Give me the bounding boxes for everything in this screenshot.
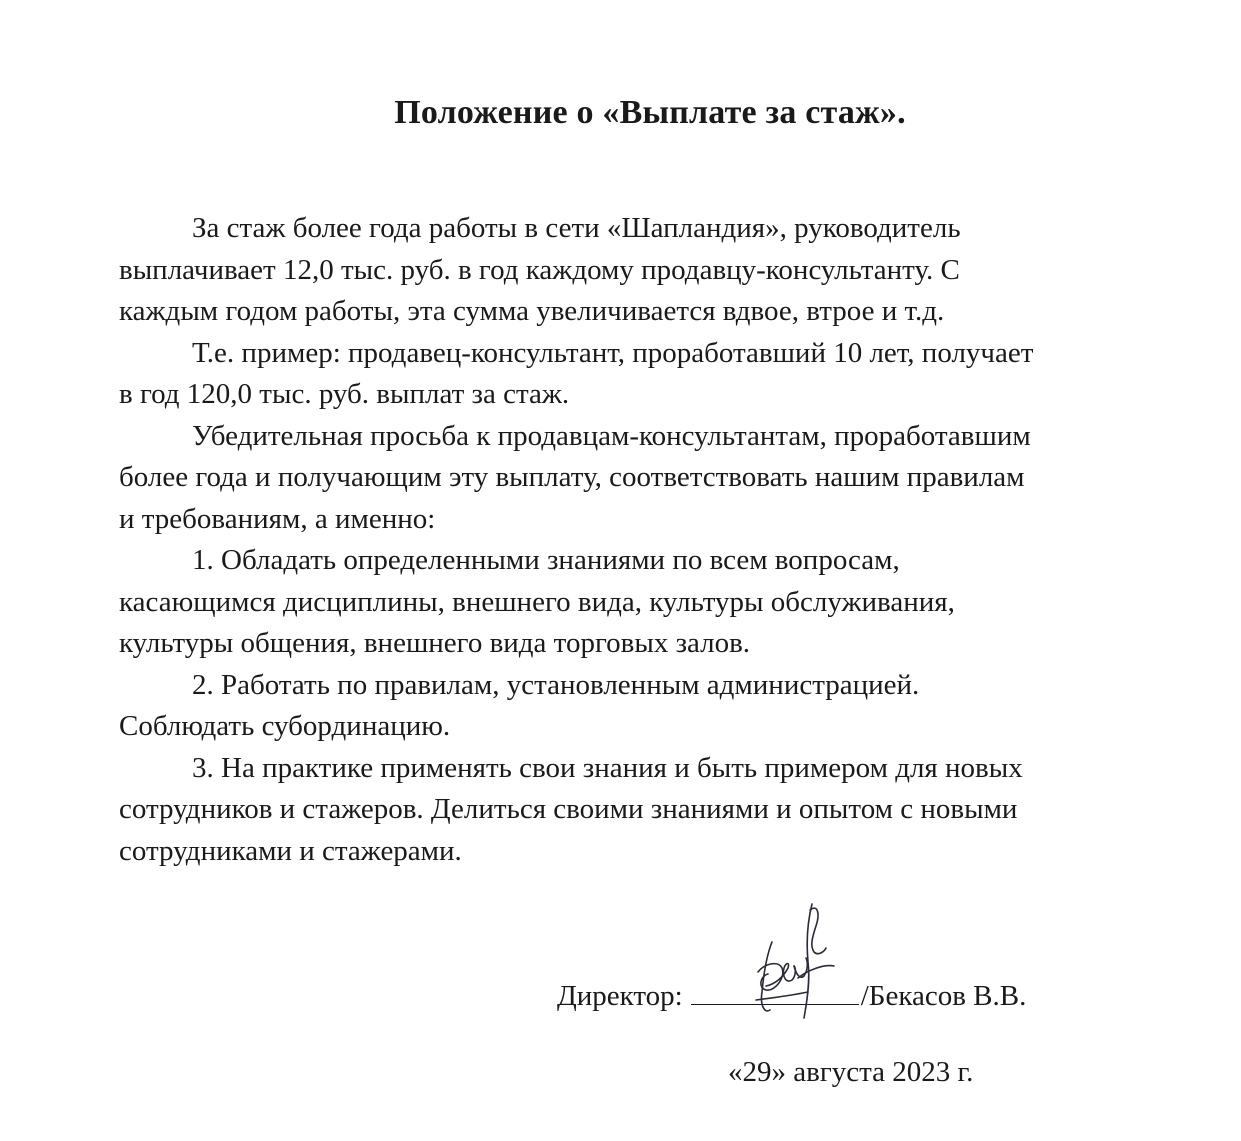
document-title: Положение о «Выплате за стаж».	[394, 94, 906, 131]
document-date: «29» августа 2023 г.	[728, 1056, 974, 1088]
paragraph-line: и требованиям, а именно:	[119, 502, 436, 535]
paragraph-line: Убедительная просьба к продавцам-консультантам, проработавшим	[192, 419, 1031, 452]
paragraph-line: более года и получающим эту выплату, соответствовать нашим правилам	[119, 461, 1025, 493]
paragraph-line: каждым годом работы, эта сумма увеличивается вдвое, втрое и т.д.	[119, 295, 945, 327]
document-body	[119, 208, 1179, 872]
director-label: Директор:	[557, 980, 683, 1012]
list-item-line: 1. Обладать определенными знаниями по всем вопросам,	[192, 544, 900, 576]
list-item-line: 2. Работать по правилам, установленным администрацией.	[192, 668, 920, 701]
paragraph-line: Т.е. пример: продавец-консультант, проработавший 10 лет, получает	[192, 336, 1034, 369]
list-item-line: сотрудников и стажеров. Делиться своими знаниями и опытом с новыми	[119, 793, 1018, 825]
paragraph-line: За стаж более года работы в сети «Шапландия», руководитель	[192, 212, 961, 244]
list-item-line: касающимся дисциплины, внешнего вида, культуры обслуживания,	[119, 585, 955, 618]
list-item-line: 3. На практике применять свои знания и быть примером для новых	[192, 751, 1023, 784]
paragraph-line: в год 120,0 тыс. руб. выплат за стаж.	[119, 378, 570, 410]
paragraph-line: выплачивает 12,0 тыс. руб. в год каждому продавцу-консультанту. С	[119, 253, 960, 286]
list-item-line: Соблюдать субординацию.	[119, 710, 451, 742]
handwritten-signature	[738, 900, 848, 1030]
list-item-line: культуры общения, внешнего вида торговых залов.	[119, 627, 751, 659]
director-name: /Бекасов В.В.	[860, 980, 1027, 1012]
list-item-line: сотрудниками и стажерами.	[119, 834, 462, 867]
